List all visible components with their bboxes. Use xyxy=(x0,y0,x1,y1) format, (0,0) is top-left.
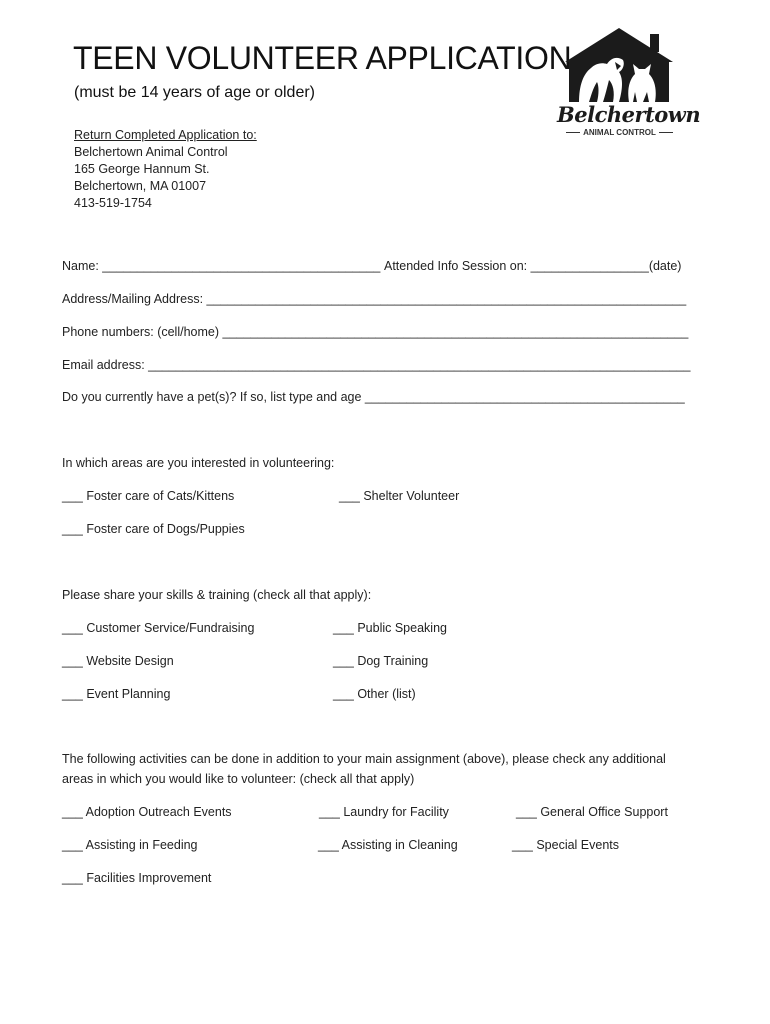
phone-field[interactable]: Phone numbers: (cell/home) ___________________________________________________________________ xyxy=(62,325,689,339)
option-foster-dogs[interactable]: ___ Foster care of Dogs/Puppies xyxy=(62,522,245,536)
additional-heading-line1: The following activities can be done in addition to your main assignment (above), please check any additional xyxy=(62,752,666,766)
option-shelter-volunteer[interactable]: ___ Shelter Volunteer xyxy=(339,489,460,503)
address-field[interactable]: Address/Mailing Address: _____________________________________________________________________ xyxy=(62,292,687,306)
logo-name: Belchertown xyxy=(557,102,701,127)
option-feeding[interactable]: ___ Assisting in Feeding xyxy=(62,838,198,852)
option-cleaning[interactable]: ___ Assisting in Cleaning xyxy=(318,838,458,852)
return-address-block xyxy=(74,127,257,212)
option-facilities[interactable]: ___ Facilities Improvement xyxy=(62,871,212,885)
page-title: TEEN VOLUNTEER APPLICATION xyxy=(73,40,572,76)
pets-field[interactable]: Do you currently have a pet(s)? If so, list type and age ______________________________________________ xyxy=(62,390,685,404)
option-laundry[interactable]: ___ Laundry for Facility xyxy=(319,805,449,819)
option-customer-service[interactable]: ___ Customer Service/Fundraising xyxy=(62,621,255,635)
option-special-events[interactable]: ___ Special Events xyxy=(512,838,620,852)
info-session-field[interactable]: Attended Info Session on: _________________(date) xyxy=(384,259,682,273)
option-office-support[interactable]: ___ General Office Support xyxy=(516,805,668,819)
interests-heading: In which areas are you interested in volunteering: xyxy=(62,456,335,470)
option-dog-training[interactable]: ___ Dog Training xyxy=(333,654,429,668)
address-line: Belchertown, MA 01007 xyxy=(74,179,207,193)
house-pets-icon xyxy=(557,26,682,106)
logo-subtitle: ANIMAL CONTROL xyxy=(557,128,682,137)
address-line: Belchertown Animal Control xyxy=(74,145,228,159)
address-line: 165 George Hannum St. xyxy=(74,162,210,176)
option-event-planning[interactable]: ___ Event Planning xyxy=(62,687,171,701)
page-subtitle: (must be 14 years of age or older) xyxy=(74,84,316,101)
address-line: 413-519-1754 xyxy=(74,196,152,210)
option-website-design[interactable]: ___ Website Design xyxy=(62,654,174,668)
additional-heading-line2: areas in which you would like to volunteer: (check all that apply) xyxy=(62,772,415,786)
skills-heading: Please share your skills & training (check all that apply): xyxy=(62,588,372,602)
option-other[interactable]: ___ Other (list) xyxy=(333,687,416,701)
email-field[interactable]: Email address: ______________________________________________________________________________ xyxy=(62,358,691,372)
option-foster-cats[interactable]: ___ Foster care of Cats/Kittens xyxy=(62,489,235,503)
return-heading: Return Completed Application to: xyxy=(74,128,257,142)
option-public-speaking[interactable]: ___ Public Speaking xyxy=(333,621,447,635)
name-field[interactable]: Name: ________________________________________ xyxy=(62,259,381,273)
option-adoption-outreach[interactable]: ___ Adoption Outreach Events xyxy=(62,805,232,819)
belchertown-logo xyxy=(557,26,701,141)
